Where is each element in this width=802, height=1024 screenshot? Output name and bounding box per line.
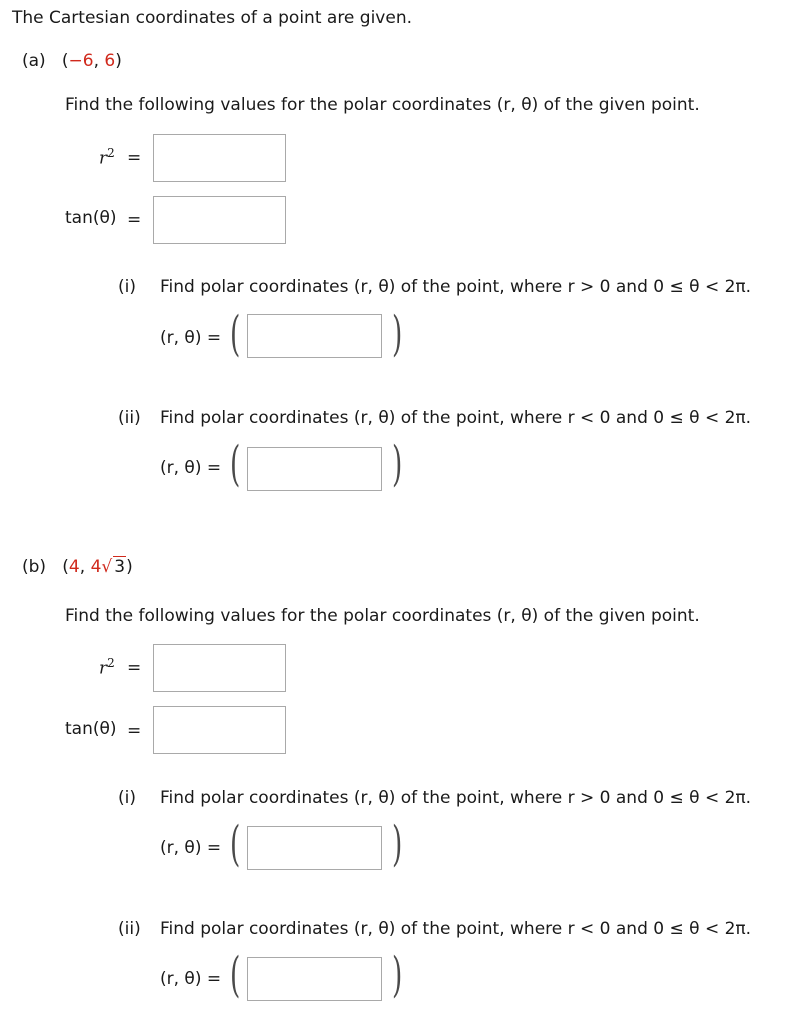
part-a-r-squared-equals: = xyxy=(127,148,142,168)
part-b-tan-input[interactable] xyxy=(153,706,286,754)
part-a-heading xyxy=(22,51,122,71)
part-a-tan-equals: = xyxy=(127,210,142,230)
sqrt-symbol: √ 3 xyxy=(101,557,126,577)
part-a-i-instructions: Find polar coordinates (r, θ) of the point, where r > 0 and 0 ≤ θ < 2π. xyxy=(160,277,752,297)
part-a-ii-open-paren: ( xyxy=(230,436,241,492)
part-a-r-squared-input[interactable] xyxy=(153,134,286,182)
part-a-point: (−6, 6) xyxy=(61,51,122,71)
part-b-tan-label: tan(θ) xyxy=(65,719,117,739)
part-a-i-label: (i) xyxy=(118,277,136,297)
part-b-y-coef: 4 xyxy=(90,557,102,577)
part-b-x: 4 xyxy=(68,557,80,577)
part-b-ii-polar-input[interactable] xyxy=(247,957,382,1001)
part-a-i-polar-input[interactable] xyxy=(247,314,382,358)
part-a-tan-input[interactable] xyxy=(153,196,286,244)
part-a-y: 6 xyxy=(104,51,116,71)
part-a-i-open-paren: ( xyxy=(230,306,241,362)
part-b-r-squared-equals: = xyxy=(127,658,142,678)
part-a-r-squared-label: $r^2$ xyxy=(99,146,115,169)
part-b-i-open-paren: ( xyxy=(230,816,241,872)
intro-text: The Cartesian coordinates of a point are given. xyxy=(12,8,413,28)
part-b-label: (b) xyxy=(22,557,47,577)
part-b-i-label: (i) xyxy=(118,788,136,808)
part-a-ii-label: (ii) xyxy=(118,408,141,428)
part-b-i-polar-input[interactable] xyxy=(247,826,382,870)
part-b-heading xyxy=(22,557,133,577)
part-a-ii-polar-label: (r, θ) = xyxy=(160,458,222,478)
part-a-x: −6 xyxy=(68,51,94,71)
part-a-instructions: Find the following values for the polar coordinates (r, θ) of the given point. xyxy=(65,95,700,115)
part-b-ii-label: (ii) xyxy=(118,919,141,939)
part-a-ii-close-paren: ) xyxy=(392,436,403,492)
part-a-label: (a) xyxy=(22,51,46,71)
part-b-ii-instructions: Find polar coordinates (r, θ) of the point, where r < 0 and 0 ≤ θ < 2π. xyxy=(160,919,752,939)
part-a-tan-label: tan(θ) xyxy=(65,208,117,228)
part-b-i-polar-label: (r, θ) = xyxy=(160,838,222,858)
part-a-ii-instructions: Find polar coordinates (r, θ) of the point, where r < 0 and 0 ≤ θ < 2π. xyxy=(160,408,752,428)
part-b-point: (4, 4√ 3) xyxy=(62,557,133,577)
part-b-ii-polar-label: (r, θ) = xyxy=(160,969,222,989)
part-b-y-root: 3 xyxy=(114,557,126,577)
part-a-i-polar-label: (r, θ) = xyxy=(160,328,222,348)
part-b-r-squared-input[interactable] xyxy=(153,644,286,692)
part-b-i-close-paren: ) xyxy=(392,816,403,872)
part-b-r-squared-label: $r^2$ xyxy=(99,656,115,679)
part-b-i-instructions: Find polar coordinates (r, θ) of the point, where r > 0 and 0 ≤ θ < 2π. xyxy=(160,788,752,808)
part-a-i-close-paren: ) xyxy=(392,306,403,362)
part-b-ii-close-paren: ) xyxy=(392,947,403,1003)
part-a-ii-polar-input[interactable] xyxy=(247,447,382,491)
part-b-tan-equals: = xyxy=(127,721,142,741)
part-b-ii-open-paren: ( xyxy=(230,947,241,1003)
part-b-instructions: Find the following values for the polar coordinates (r, θ) of the given point. xyxy=(65,606,700,626)
